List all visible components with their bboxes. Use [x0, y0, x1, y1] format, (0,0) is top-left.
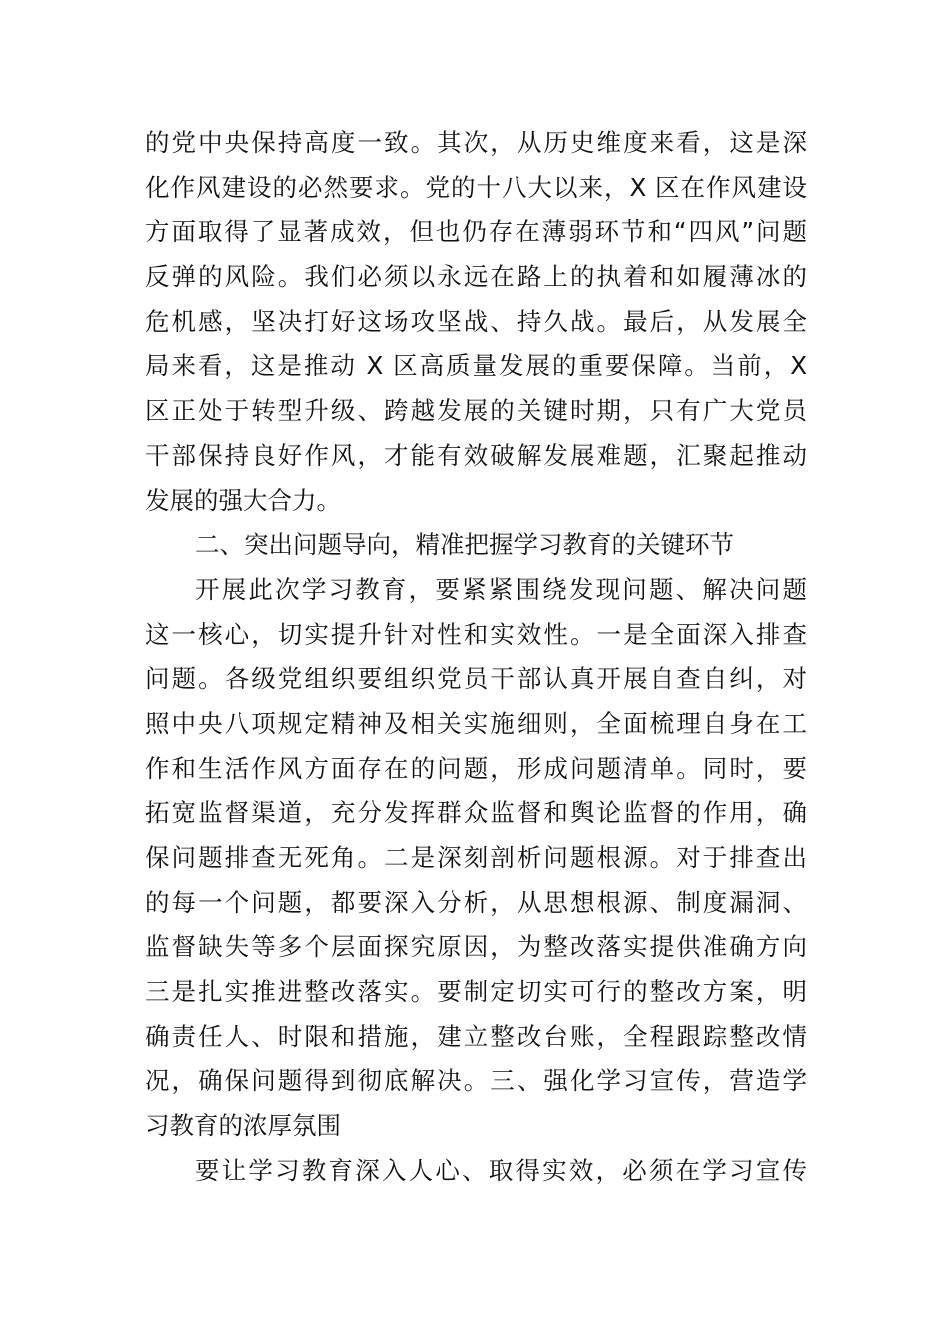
text-line: 习教育的浓厚氛围: [145, 1111, 341, 1141]
text-line: 况，确保问题得到彻底解决。三、强化学习宣传，营造学: [145, 1066, 807, 1096]
text-line: 监督缺失等多个层面探究原因，为整改落实提供准确方向: [145, 932, 807, 962]
document-body: [145, 121, 807, 1194]
text-line: 作和生活作风方面存在的问题，形成问题清单。同时，要: [145, 753, 807, 783]
text-line: 确责任人、时限和措施，建立整改台账，全程跟踪整改情: [145, 1021, 807, 1051]
text-line: 的每一个问题，都要深入分析，从思想根源、制度漏洞、: [145, 887, 807, 917]
paragraph-start-line: 要让学习教育深入人心、取得实效，必须在学习宣传: [195, 1155, 807, 1185]
text-line: 保问题排查无死角。二是深刻剖析问题根源。对于排查出: [145, 843, 807, 872]
text-line: 局来看，这是推动 X 区高质量发展的重要保障。当前，X: [145, 351, 807, 381]
paragraph-start-line: 开展此次学习教育，要紧紧围绕发现问题、解决问题: [195, 574, 807, 604]
text-line: 危机感，坚决打好这场攻坚战、持久战。最后，从发展全: [145, 306, 807, 336]
text-line: 发展的强大合力。: [145, 485, 341, 515]
text-line: 问题。各级党组织要组织党员干部认真开展自查自纠，对: [145, 664, 807, 694]
paragraph-start-line: 二、突出问题导向，精准把握学习教育的关键环节: [195, 530, 734, 560]
text-line: 化作风建设的必然要求。党的十八大以来，X 区在作风建设: [145, 172, 807, 202]
text-line: 干部保持良好作风，才能有效破解发展难题，汇聚起推动: [145, 440, 807, 470]
text-line: 方面取得了显著成效，但也仍存在薄弱环节和“四风”问题: [145, 217, 807, 247]
text-line: 反弹的风险。我们必须以永远在路上的执着和如履薄冰的: [145, 262, 807, 292]
text-line: 这一核心，切实提升针对性和实效性。一是全面深入排查: [145, 619, 807, 649]
text-line: 的党中央保持高度一致。其次，从历史维度来看，这是深: [145, 128, 807, 157]
text-line: 照中央八项规定精神及相关实施细则，全面梳理自身在工: [145, 708, 807, 738]
text-line: 区正处于转型升级、跨越发展的关键时期，只有广大党员: [145, 396, 807, 426]
text-line: 拓宽监督渠道，充分发挥群众监督和舆论监督的作用，确: [145, 798, 807, 828]
text-line: 三是扎实推进整改落实。要制定切实可行的整改方案，明: [145, 977, 807, 1007]
